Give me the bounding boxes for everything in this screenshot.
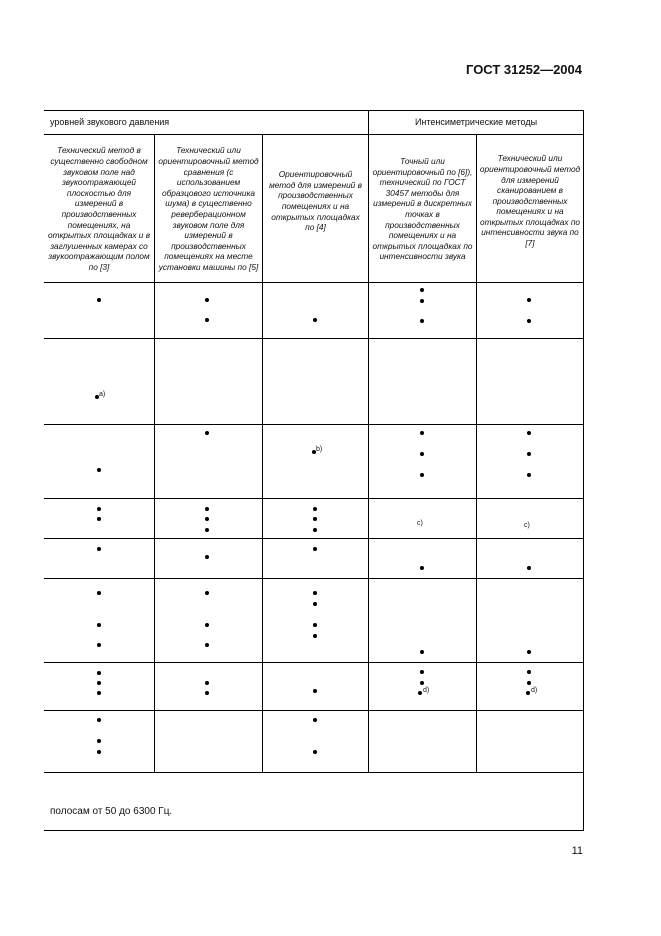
applicability-dot	[420, 566, 424, 570]
page-number: 11	[571, 845, 583, 857]
applicability-dot	[527, 670, 531, 674]
table-top-border	[44, 110, 584, 111]
applicability-dot	[205, 555, 209, 559]
column-header-3	[263, 136, 368, 266]
applicability-dot	[97, 671, 101, 675]
row-divider	[44, 772, 584, 773]
applicability-dot	[97, 681, 101, 685]
footnote-mark-c: c)	[524, 522, 530, 529]
applicability-dot	[205, 691, 209, 695]
applicability-dot	[205, 681, 209, 685]
applicability-dot	[420, 431, 424, 435]
column-header-2	[155, 136, 262, 282]
applicability-dot	[205, 643, 209, 647]
applicability-dot	[420, 299, 424, 303]
applicability-dot	[527, 431, 531, 435]
column-header-4	[369, 136, 476, 282]
footnote-mark-d: d)	[423, 687, 430, 694]
applicability-dot	[527, 452, 531, 456]
applicability-dot	[205, 591, 209, 595]
applicability-dot	[97, 739, 101, 743]
applicability-dot	[526, 691, 530, 695]
footnote-mark-c: c)	[417, 520, 423, 527]
applicability-dot	[527, 681, 531, 685]
applicability-dot	[205, 298, 209, 302]
row-divider	[44, 424, 584, 425]
applicability-dot	[205, 318, 209, 322]
row-divider	[44, 538, 584, 539]
column-header-4-text: Точный или ориентировочный по [6]), технический по ГОСТ 30457 методы для измерений в дискретных точках в производственных помещениях и на открытых площадках по интенсивности звука	[372, 156, 473, 262]
applicability-dot	[97, 718, 101, 722]
applicability-dot	[313, 689, 317, 693]
table-right-border	[583, 110, 584, 830]
row-divider	[44, 338, 584, 339]
column-header-3-text: Ориентировочный метод для измерений в производственных помещениях и на открытых площадках по [4]	[269, 169, 362, 233]
column-header-5-text: Технический или ориентировочный метод для измерений сканированием в производственных помещениях и на открытых площадках по интенсивности звука по [7]	[479, 153, 581, 249]
applicability-dot	[420, 670, 424, 674]
row-divider	[44, 498, 584, 499]
applicability-dot	[420, 452, 424, 456]
applicability-dot	[97, 750, 101, 754]
applicability-dot	[420, 473, 424, 477]
applicability-dot	[313, 591, 317, 595]
header-group-right: Интенсиметрические методы	[414, 117, 538, 127]
column-header-1	[44, 136, 154, 282]
applicability-dot	[97, 507, 101, 511]
applicability-dot	[205, 507, 209, 511]
applicability-dot	[313, 718, 317, 722]
column-header-2-text: Технический или ориентировочный метод сравнения (с использованием образцового источника шума) в существенно реверберационном звуковом поле для измерений в производственных помещениях на месте установки машины по [5]	[158, 145, 259, 272]
applicability-dot	[420, 288, 424, 292]
column-header-1-text: Технический метод в существенно свободном звуковом поле над звукоотражающей плоскостью для измерений в производственных помещениях, на открытых площадках и в заглушенных камерах со звукоотражающим полом по [3]	[47, 145, 151, 272]
applicability-dot	[313, 602, 317, 606]
applicability-dot	[97, 468, 101, 472]
applicability-dot	[97, 298, 101, 302]
applicability-dot	[313, 517, 317, 521]
applicability-dot	[97, 623, 101, 627]
applicability-dot	[420, 681, 424, 685]
applicability-dot	[527, 319, 531, 323]
row-divider	[44, 578, 584, 579]
applicability-dot	[97, 691, 101, 695]
header-bottom-border	[44, 282, 584, 283]
applicability-dot	[313, 528, 317, 532]
header-group-divider	[44, 134, 584, 135]
footer-note: полосам от 50 до 6300 Гц.	[50, 806, 173, 817]
applicability-dot	[527, 298, 531, 302]
applicability-dot	[205, 623, 209, 627]
column-header-5	[477, 136, 583, 266]
applicability-dot	[420, 650, 424, 654]
footnote-mark-a: a)	[99, 391, 106, 398]
applicability-dot	[205, 528, 209, 532]
applicability-dot	[527, 473, 531, 477]
applicability-dot	[97, 643, 101, 647]
applicability-dot	[313, 318, 317, 322]
applicability-dot	[313, 750, 317, 754]
footnote-mark-b: b)	[316, 446, 323, 453]
applicability-dot	[205, 431, 209, 435]
footnote-mark-d: d)	[531, 687, 538, 694]
row-divider	[44, 662, 584, 663]
applicability-dot	[418, 691, 422, 695]
applicability-dot	[527, 650, 531, 654]
applicability-dot	[313, 547, 317, 551]
header-group-left: уровней звукового давления	[50, 117, 170, 127]
applicability-dot	[420, 319, 424, 323]
applicability-dot	[527, 566, 531, 570]
applicability-dot	[313, 623, 317, 627]
standard-header: ГОСТ 31252—2004	[466, 62, 582, 77]
applicability-dot	[313, 634, 317, 638]
applicability-dot	[97, 591, 101, 595]
applicability-dot	[205, 517, 209, 521]
applicability-dot	[97, 547, 101, 551]
applicability-dot	[97, 517, 101, 521]
table-bottom-border	[44, 830, 584, 831]
row-divider	[44, 710, 584, 711]
applicability-dot	[313, 507, 317, 511]
